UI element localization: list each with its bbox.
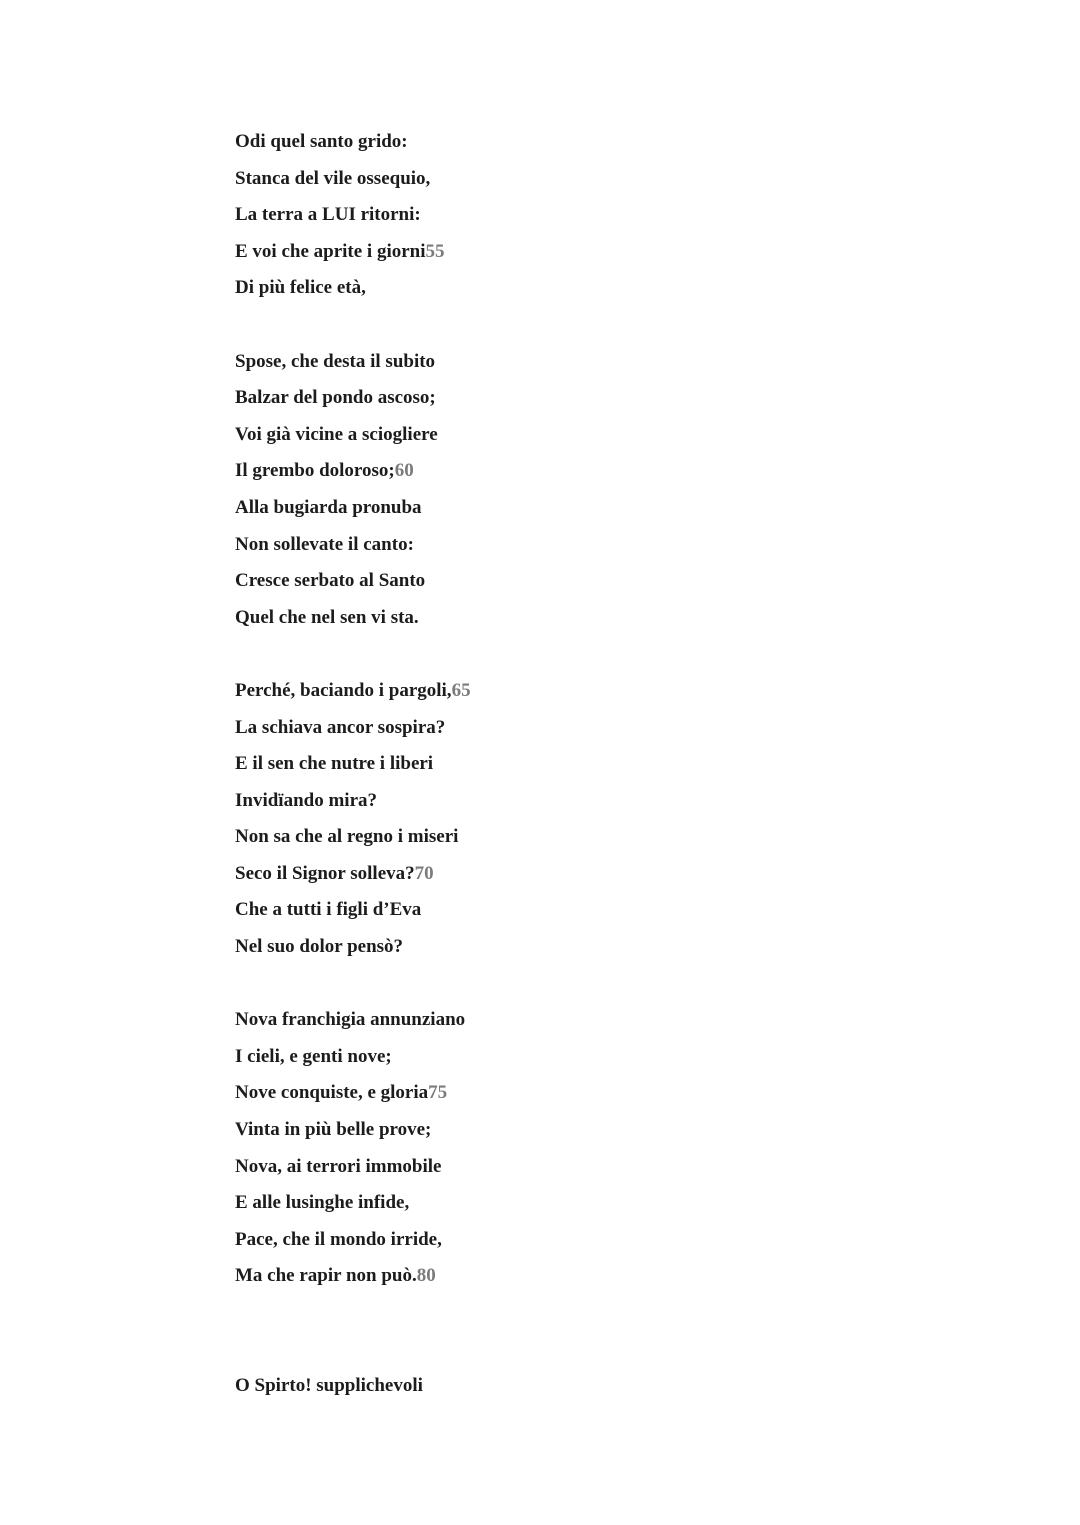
stanza-1 xyxy=(235,124,935,307)
verse-line: O Spirto! supplichevoli xyxy=(235,1375,423,1396)
verse-line: Nove conquiste, e gloria75 xyxy=(235,1082,448,1104)
verse-line: E alle lusinghe infide, xyxy=(235,1192,410,1214)
verse-line: I cieli, e genti nove; xyxy=(235,1045,392,1067)
verse-line: La schiava ancor sospira? xyxy=(235,716,446,738)
verse-line: Seco il Signor solleva?70 xyxy=(235,862,434,884)
verse-line: Ma che rapir non può.80 xyxy=(235,1265,436,1287)
verse-line: Nova, ai terrori immobile xyxy=(235,1155,442,1177)
verse-line: Il grembo doloroso;60 xyxy=(235,460,414,482)
verse-line: Vinta in più belle prove; xyxy=(235,1119,432,1141)
verse-line: Di più felice età, xyxy=(235,277,366,299)
verse-line: Nova franchigia annunziano xyxy=(235,1009,466,1031)
verse-line: Stanca del vile ossequio, xyxy=(235,167,431,189)
verse-line: Alla bugiarda pronuba xyxy=(235,496,422,518)
stanza-5 xyxy=(235,1368,935,1405)
verse-line: Cresce serbato al Santo xyxy=(235,570,426,592)
line-number: 55 xyxy=(425,240,445,262)
verse-line: E voi che aprite i giorni55 xyxy=(235,240,445,262)
poem-text xyxy=(235,124,935,1405)
line-number: 80 xyxy=(416,1265,436,1287)
verse-line: E il sen che nutre i liberi xyxy=(235,753,434,775)
stanza-4 xyxy=(235,1002,935,1295)
verse-line: Perché, baciando i pargoli,65 xyxy=(235,679,471,701)
verse-line: Invidïando mira? xyxy=(235,789,378,811)
verse-line: Quel che nel sen vi sta. xyxy=(235,606,419,628)
verse-line: Spose, che desta il subito xyxy=(235,350,436,372)
verse-line: Non sa che al regno i miseri xyxy=(235,826,459,848)
verse-line: Non sollevate il canto: xyxy=(235,533,414,555)
verse-line: Pace, che il mondo irride, xyxy=(235,1228,442,1250)
line-number: 75 xyxy=(428,1082,448,1104)
verse-line: Balzar del pondo ascoso; xyxy=(235,387,436,409)
verse-line: Odi quel santo grido: xyxy=(235,131,408,152)
line-number: 70 xyxy=(414,862,434,884)
verse-line: Nel suo dolor pensò? xyxy=(235,936,404,958)
stanza-2 xyxy=(235,344,935,637)
stanza-3 xyxy=(235,673,935,966)
line-number: 60 xyxy=(394,460,414,482)
verse-line: Che a tutti i figli d’Eva xyxy=(235,899,422,921)
verse-line: Voi già vicine a sciogliere xyxy=(235,423,438,445)
line-number: 65 xyxy=(451,679,471,701)
verse-line: La terra a LUI ritorni: xyxy=(235,204,421,226)
